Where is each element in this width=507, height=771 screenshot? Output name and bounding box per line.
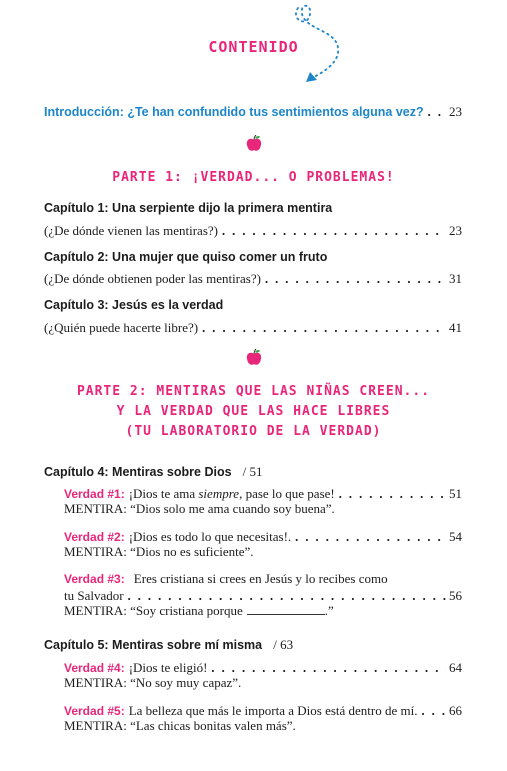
mentira-2: MENTIRA: “Dios no es suficiente”. <box>64 544 254 559</box>
part2-title-line-1: PARTE 2: MENTIRAS QUE LAS NIÑAS CREEN... <box>76 384 431 399</box>
chapter-3-entry <box>44 317 462 336</box>
chapter-3-subtitle: (¿Quién puede hacerte libre?) <box>44 320 199 335</box>
verdad-3-text-2: tu Salvador <box>64 588 124 603</box>
verdad-4-label: Verdad #4: <box>64 661 125 675</box>
chapter-4-title: Capítulo 4: Mentiras sobre Dios <box>44 465 232 479</box>
chapter-2-subtitle: (¿De dónde obtienen poder las mentiras?) <box>44 271 261 286</box>
mentira-1: MENTIRA: “Dios solo me ama cuando soy buena”. <box>64 501 335 516</box>
chapter-1-subtitle: (¿De dónde vienen las mentiras?) <box>44 223 218 238</box>
verdad-3-text: Eres cristiana si crees en Jesús y lo recibes como <box>133 571 388 586</box>
part1-title: PARTE 1: ¡VERDAD... O PROBLEMAS! <box>112 170 395 185</box>
chapter-3-page: 41 <box>449 320 462 335</box>
verdad-3-label: Verdad #3: <box>64 572 125 586</box>
verdad-4-page: 64 <box>449 660 462 675</box>
intro-entry[interactable] <box>44 101 462 120</box>
dot-leader <box>201 317 446 336</box>
chapter-1-page: 23 <box>449 223 462 238</box>
chapter-2-page: 31 <box>449 271 462 286</box>
verdad-3-page: 56 <box>449 588 462 603</box>
chapter-4-page: / 51 <box>242 464 263 479</box>
verdad-5-label: Verdad #5: <box>64 704 125 718</box>
dot-leader <box>127 585 446 604</box>
verdad-3-entry-line-2 <box>64 585 462 604</box>
dot-leader <box>421 700 447 719</box>
part2-title-line-2: Y LA VERDAD QUE LAS HACE LIBRES <box>116 404 391 419</box>
chapter-2-title[interactable]: Capítulo 2: Una mujer que quiso comer un fruto <box>44 250 328 264</box>
chapter-5-title: Capítulo 5: Mentiras sobre mí misma <box>44 638 263 652</box>
chapter-5-entry[interactable] <box>44 634 293 653</box>
verdad-2-page: 54 <box>449 529 462 544</box>
verdad-4-entry[interactable] <box>64 657 462 676</box>
dot-leader <box>221 220 446 239</box>
dot-leader <box>294 526 446 545</box>
verdad-5-text: La belleza que más le importa a Dios está dentro de mí. <box>128 703 418 718</box>
verdad-2-text: ¡Dios es todo lo que necesitas!. <box>128 529 292 544</box>
verdad-5-entry[interactable] <box>64 700 462 719</box>
verdad-1-text: ¡Dios te ama siempre, pase lo que pase! <box>128 486 335 501</box>
verdad-2-entry[interactable] <box>64 526 462 545</box>
page-title: CONTENIDO <box>208 38 299 56</box>
chapter-5-page: / 63 <box>273 637 294 652</box>
verdad-4-text: ¡Dios te eligió! <box>128 660 208 675</box>
dot-leader <box>338 483 446 502</box>
dot-leader <box>264 268 446 287</box>
part2-title <box>0 382 507 442</box>
chapter-1-entry <box>44 220 462 239</box>
part2-title-line-3: (TU LABORATORIO DE LA VERDAD) <box>125 424 382 439</box>
verdad-1-page: 51 <box>449 486 462 501</box>
mentira-4: MENTIRA: “No soy muy capaz”. <box>64 675 242 690</box>
intro-page: 23 <box>449 104 462 119</box>
verdad-1-entry[interactable] <box>64 483 462 502</box>
chapter-3-title[interactable]: Capítulo 3: Jesús es la verdad <box>44 298 224 312</box>
mentira-5: MENTIRA: “Las chicas bonitas valen más”. <box>64 718 296 733</box>
verdad-1-label: Verdad #1: <box>64 487 125 501</box>
apple-icon <box>246 349 262 367</box>
verdad-5-page: 66 <box>449 703 462 718</box>
verdad-2-label: Verdad #2: <box>64 530 125 544</box>
apple-icon <box>246 135 262 153</box>
mentira-3: MENTIRA: “Soy cristiana porque .” <box>64 603 334 618</box>
chapter-1-title[interactable]: Capítulo 1: Una serpiente dijo la primera mentira <box>44 201 333 215</box>
chapter-2-entry <box>44 268 462 287</box>
blank-line <box>247 614 325 615</box>
dot-leader <box>210 657 446 676</box>
chapter-4-entry[interactable] <box>44 461 263 480</box>
intro-label: Introducción: ¿Te han confundido tus sentimientos alguna vez? <box>44 105 424 119</box>
dot-leader <box>427 101 446 120</box>
